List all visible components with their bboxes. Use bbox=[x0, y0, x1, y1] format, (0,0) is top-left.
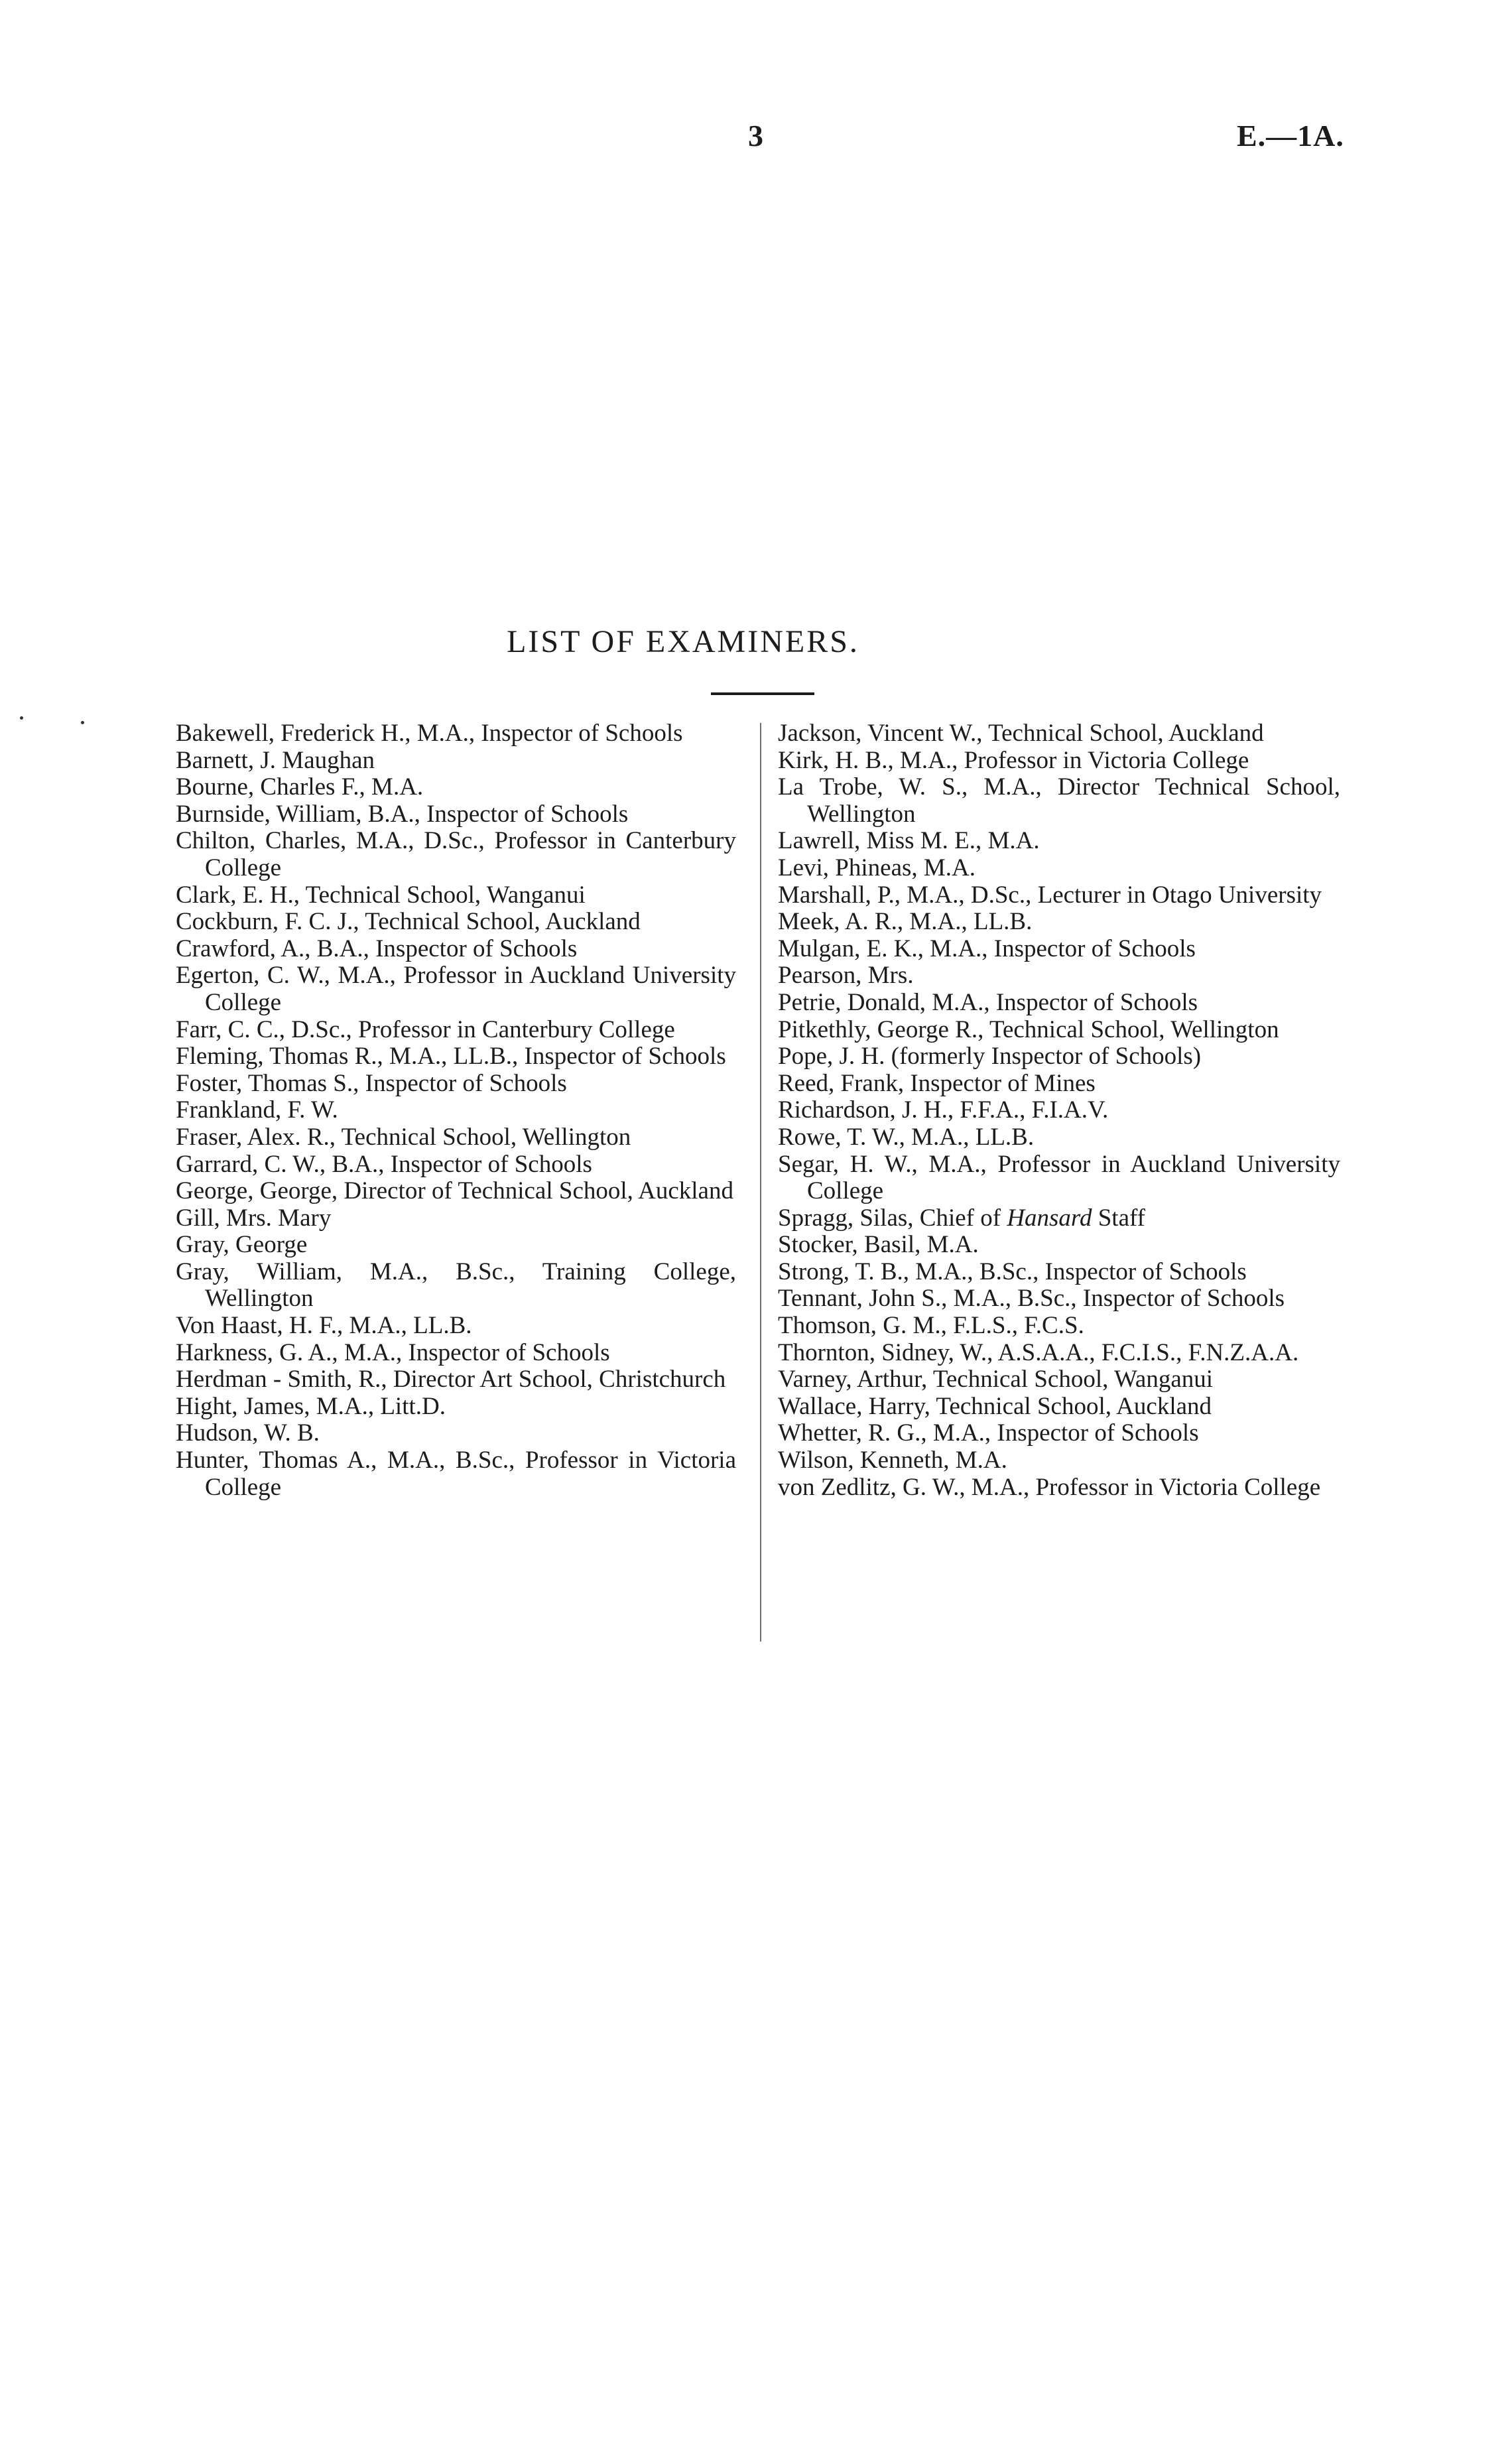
examiner-entry: Thomson, G. M., F.L.S., F.C.S. bbox=[778, 1312, 1084, 1340]
examiner-entry: Garrard, C. W., B.A., Inspector of Schools bbox=[176, 1150, 592, 1178]
examiner-entry: Petrie, Donald, M.A., Inspector of Schools bbox=[778, 988, 1198, 1016]
examiner-entry: Gray, George bbox=[176, 1231, 308, 1259]
examiner-entry: Pitkethly, George R., Technical School, Wellington bbox=[778, 1015, 1279, 1043]
examiner-entry: Chilton, Charles, M.A., D.Sc., Professor in Canterbury College bbox=[176, 827, 736, 881]
examiner-entry: Cockburn, F. C. J., Technical School, Auckland bbox=[176, 908, 641, 936]
examiner-entry: Jackson, Vincent W., Technical School, Auckland bbox=[778, 720, 1264, 747]
examiner-entry: Von Haast, H. F., M.A., LL.B. bbox=[176, 1312, 472, 1340]
page-number: 3 bbox=[748, 119, 763, 153]
examiner-entry: Whetter, R. G., M.A., Inspector of Schools bbox=[778, 1419, 1199, 1447]
examiner-entry: Harkness, G. A., M.A., Inspector of Schools bbox=[176, 1338, 610, 1366]
examiner-entry: Hight, James, M.A., Litt.D. bbox=[176, 1392, 446, 1420]
examiner-entry: Varney, Arthur, Technical School, Wanganui bbox=[778, 1366, 1214, 1393]
report-code: E.—1A. bbox=[1237, 119, 1344, 153]
examiner-entry: Wilson, Kenneth, M.A. bbox=[778, 1447, 1007, 1474]
column-divider bbox=[760, 723, 761, 1642]
page-title: LIST OF EXAMINERS. bbox=[507, 624, 859, 659]
examiner-entry: Frankland, F. W. bbox=[176, 1096, 338, 1124]
examiner-entry: Stocker, Basil, M.A. bbox=[778, 1231, 979, 1259]
examiner-entry: Gray, William, M.A., B.Sc., Training College, Wellington bbox=[176, 1258, 736, 1313]
examiner-entry: Meek, A. R., M.A., LL.B. bbox=[778, 908, 1033, 936]
examiner-entry: Foster, Thomas S., Inspector of Schools bbox=[176, 1069, 567, 1097]
examiner-entry: Lawrell, Miss M. E., M.A. bbox=[778, 827, 1040, 855]
examiner-entry: Pearson, Mrs. bbox=[778, 962, 914, 990]
examiner-entry: Reed, Frank, Inspector of Mines bbox=[778, 1069, 1096, 1097]
examiner-entry: Spragg, Silas, Chief of Hansard Staff bbox=[778, 1204, 1145, 1232]
examiner-entry: Segar, H. W., M.A., Professor in Auckland University College bbox=[778, 1150, 1340, 1205]
examiner-entry: Marshall, P., M.A., D.Sc., Lecturer in Otago University bbox=[778, 881, 1322, 909]
examiner-entry: Barnett, J. Maughan bbox=[176, 746, 375, 774]
examiner-entry: Tennant, John S., M.A., B.Sc., Inspector of Schools bbox=[778, 1285, 1285, 1313]
examiner-entry: Burnside, William, B.A., Inspector of Schools bbox=[176, 800, 629, 828]
examiner-entry: Bourne, Charles F., M.A. bbox=[176, 773, 424, 801]
examiner-entry: La Trobe, W. S., M.A., Director Technical School, Wellington bbox=[778, 773, 1340, 828]
examiner-entry: Crawford, A., B.A., Inspector of Schools bbox=[176, 935, 578, 962]
examiners-column-left bbox=[176, 720, 736, 1501]
examiner-entry: Rowe, T. W., M.A., LL.B. bbox=[778, 1123, 1035, 1151]
examiners-column-right bbox=[778, 720, 1340, 1501]
scan-speck bbox=[20, 716, 23, 720]
examiner-entry: Levi, Phineas, M.A. bbox=[778, 854, 976, 881]
examiner-entry: George, George, Director of Technical School, Auckland bbox=[176, 1177, 733, 1205]
examiner-entry: Fleming, Thomas R., M.A., LL.B., Inspector of Schools bbox=[176, 1043, 726, 1070]
examiner-entry: Bakewell, Frederick H., M.A., Inspector of Schools bbox=[176, 720, 683, 747]
examiner-entry: Egerton, C. W., M.A., Professor in Auckland University College bbox=[176, 962, 736, 1016]
examiner-entry: Strong, T. B., M.A., B.Sc., Inspector of Schools bbox=[778, 1258, 1247, 1285]
examiner-entry: Kirk, H. B., M.A., Professor in Victoria College bbox=[778, 746, 1249, 774]
examiner-entry: Clark, E. H., Technical School, Wanganui bbox=[176, 881, 586, 909]
examiner-entry: Gill, Mrs. Mary bbox=[176, 1204, 332, 1232]
examiner-entry: von Zedlitz, G. W., M.A., Professor in Victoria College bbox=[778, 1473, 1321, 1501]
title-rule bbox=[711, 692, 814, 695]
examiner-entry: Farr, C. C., D.Sc., Professor in Canterbury College bbox=[176, 1015, 675, 1043]
examiner-entry: Fraser, Alex. R., Technical School, Wellington bbox=[176, 1123, 631, 1151]
scan-speck bbox=[81, 721, 84, 724]
examiner-entry: Mulgan, E. K., M.A., Inspector of Schools bbox=[778, 935, 1196, 962]
examiner-entry: Hunter, Thomas A., M.A., B.Sc., Professor in Victoria College bbox=[176, 1447, 736, 1501]
examiner-entry: Richardson, J. H., F.F.A., F.I.A.V. bbox=[778, 1096, 1109, 1124]
examiner-entry: Wallace, Harry, Technical School, Auckland bbox=[778, 1392, 1212, 1420]
examiner-entry: Herdman - Smith, R., Director Art School, Christchurch bbox=[176, 1366, 726, 1393]
examiner-entry: Thornton, Sidney, W., A.S.A.A., F.C.I.S., F.N.Z.A.A. bbox=[778, 1338, 1299, 1366]
examiner-entry: Pope, J. H. (formerly Inspector of Schools) bbox=[778, 1043, 1202, 1070]
examiner-entry: Hudson, W. B. bbox=[176, 1419, 320, 1447]
